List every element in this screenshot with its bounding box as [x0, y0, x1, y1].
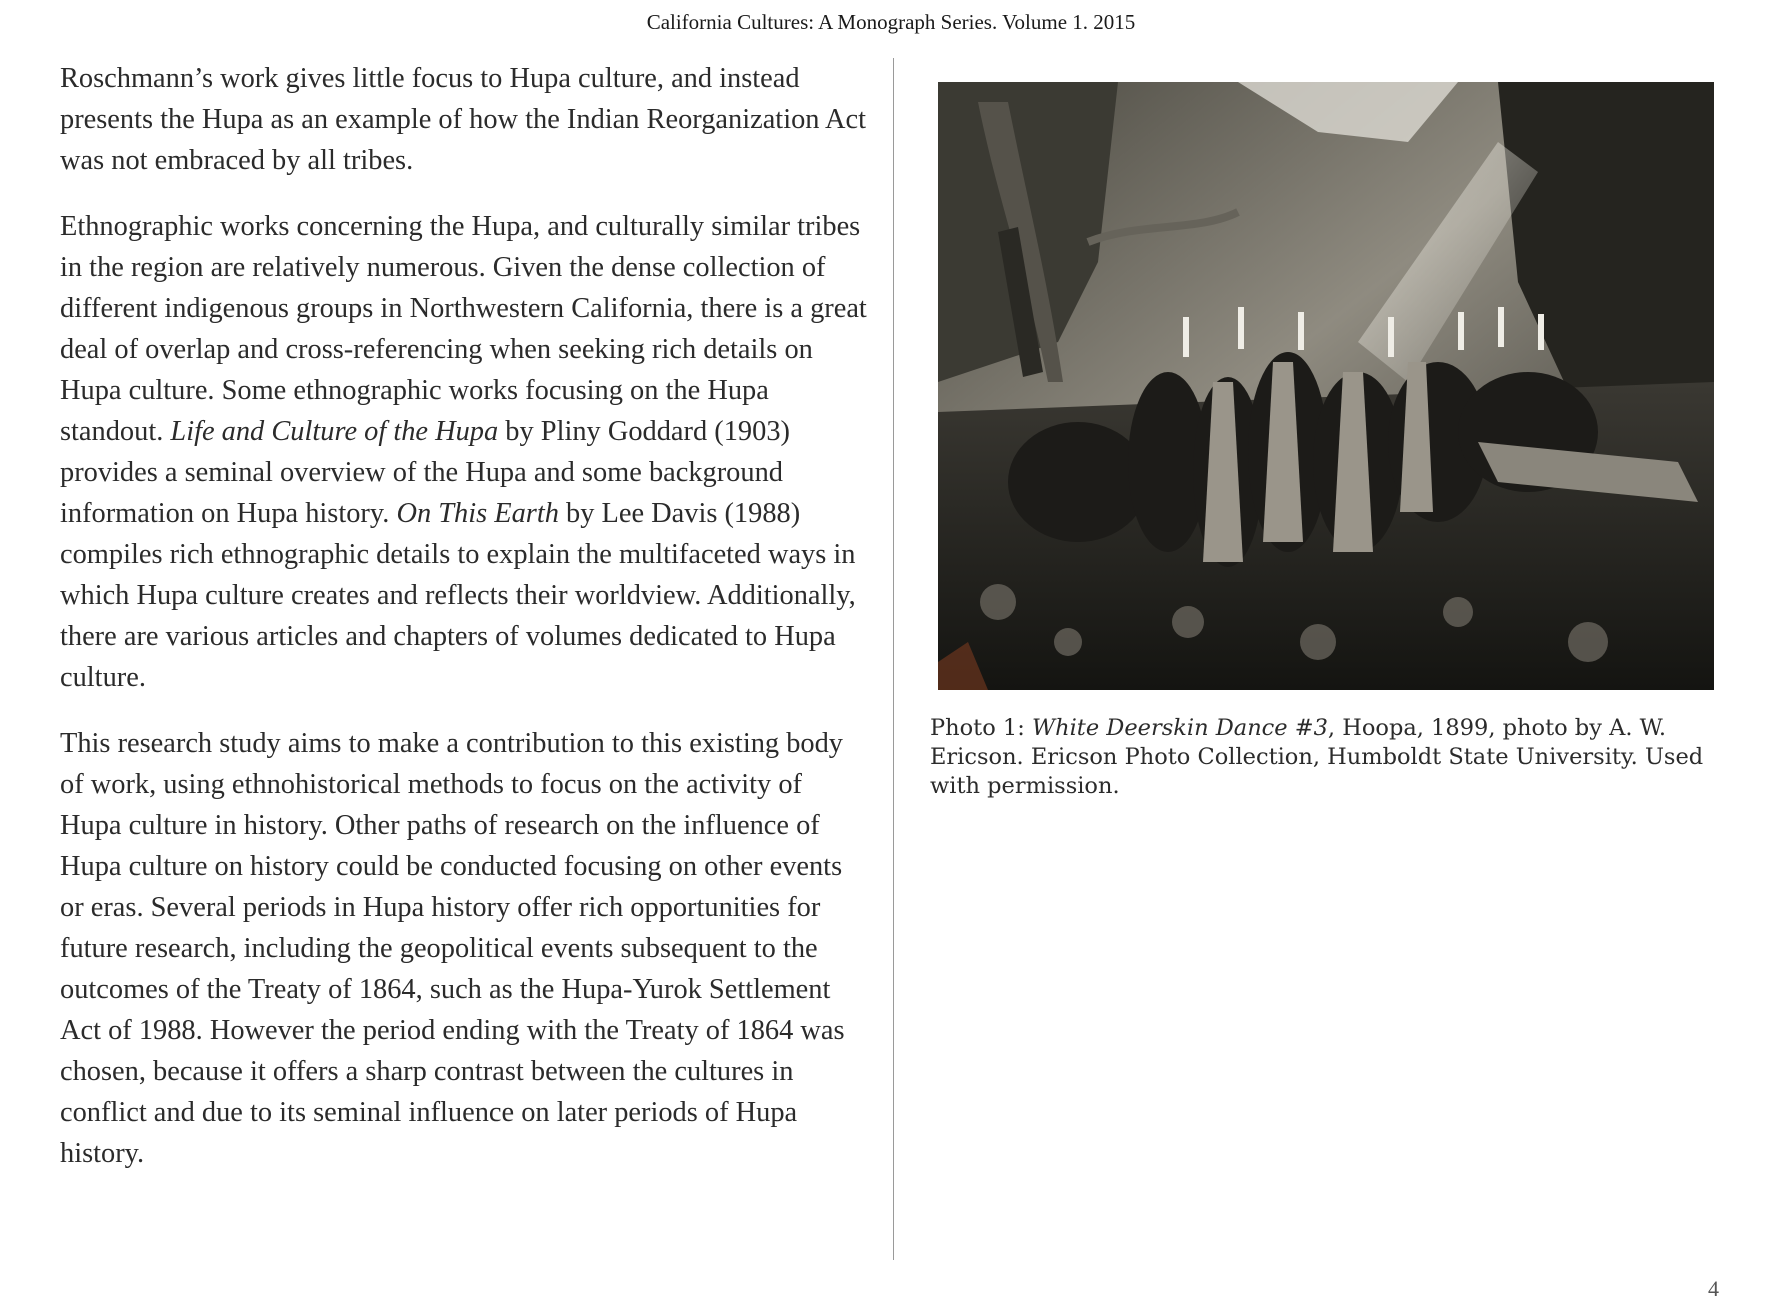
body-text-column: [60, 58, 870, 1199]
caption-prefix: Photo 1:: [930, 715, 1032, 741]
paragraph-2-text-c: by Lee Davis (1988) compiles rich ethnographic details to explain the multifaceted ways in which Hupa culture creates and reflects their worldview. Additionally, there are various articles and chapters of volumes dedicated to Hupa culture.: [60, 498, 856, 693]
paragraph-2-text-a: Ethnographic works concerning the Hupa, and culturally similar tribes in the region are relatively numerous. Given the dense collection of different indigenous groups in Northwestern California, there is a great deal of overlap and cross-referencing when seeking rich details on Hupa culture. Some ethnographic works focusing on the Hupa standout.: [60, 211, 867, 447]
book-title-on-this-earth: On This Earth: [396, 498, 559, 529]
white-deerskin-dance-photo: [938, 82, 1714, 690]
paragraph-2-text-b: by Pliny Goddard (1903) provides a seminal overview of the Hupa and some background information on Hupa history.: [60, 416, 790, 529]
paragraph-3: This research study aims to make a contribution to this existing body of work, using ethnohistorical methods to focus on the activity of Hupa culture in history. Other paths of research on the influence of Hupa culture on history could be conducted focusing on other events or eras. Several periods in Hupa history offer rich opportunities for future research, including the geopolitical events subsequent to the outcomes of the Treaty of 1864, such as the Hupa-Yurok Settlement Act of 1988. However the period ending with the Treaty of 1864 was chosen, because it offers a sharp contrast between the cultures in conflict and due to its seminal influence on later periods of Hupa history.: [60, 728, 845, 1169]
page-number: 4: [1708, 1276, 1719, 1301]
running-header: California Cultures: A Monograph Series. Volume 1. 2015: [646, 10, 1136, 34]
paragraph-2: [60, 206, 870, 698]
photo-caption: [930, 714, 1730, 801]
column-divider: [893, 58, 894, 1260]
caption-photo-title: White Deerskin Dance #3: [1031, 715, 1328, 741]
caption-credit: , Hoopa, 1899, photo by A. W. Ericson. Ericson Photo Collection, Humboldt State University. Used with permission.: [930, 715, 1704, 799]
paragraph-1: Roschmann’s work gives little focus to Hupa culture, and instead presents the Hupa as an example of how the Indian Reorganization Act was not embraced by all tribes.: [60, 63, 866, 176]
book-title-life-and-culture: Life and Culture of the Hupa: [170, 416, 499, 447]
